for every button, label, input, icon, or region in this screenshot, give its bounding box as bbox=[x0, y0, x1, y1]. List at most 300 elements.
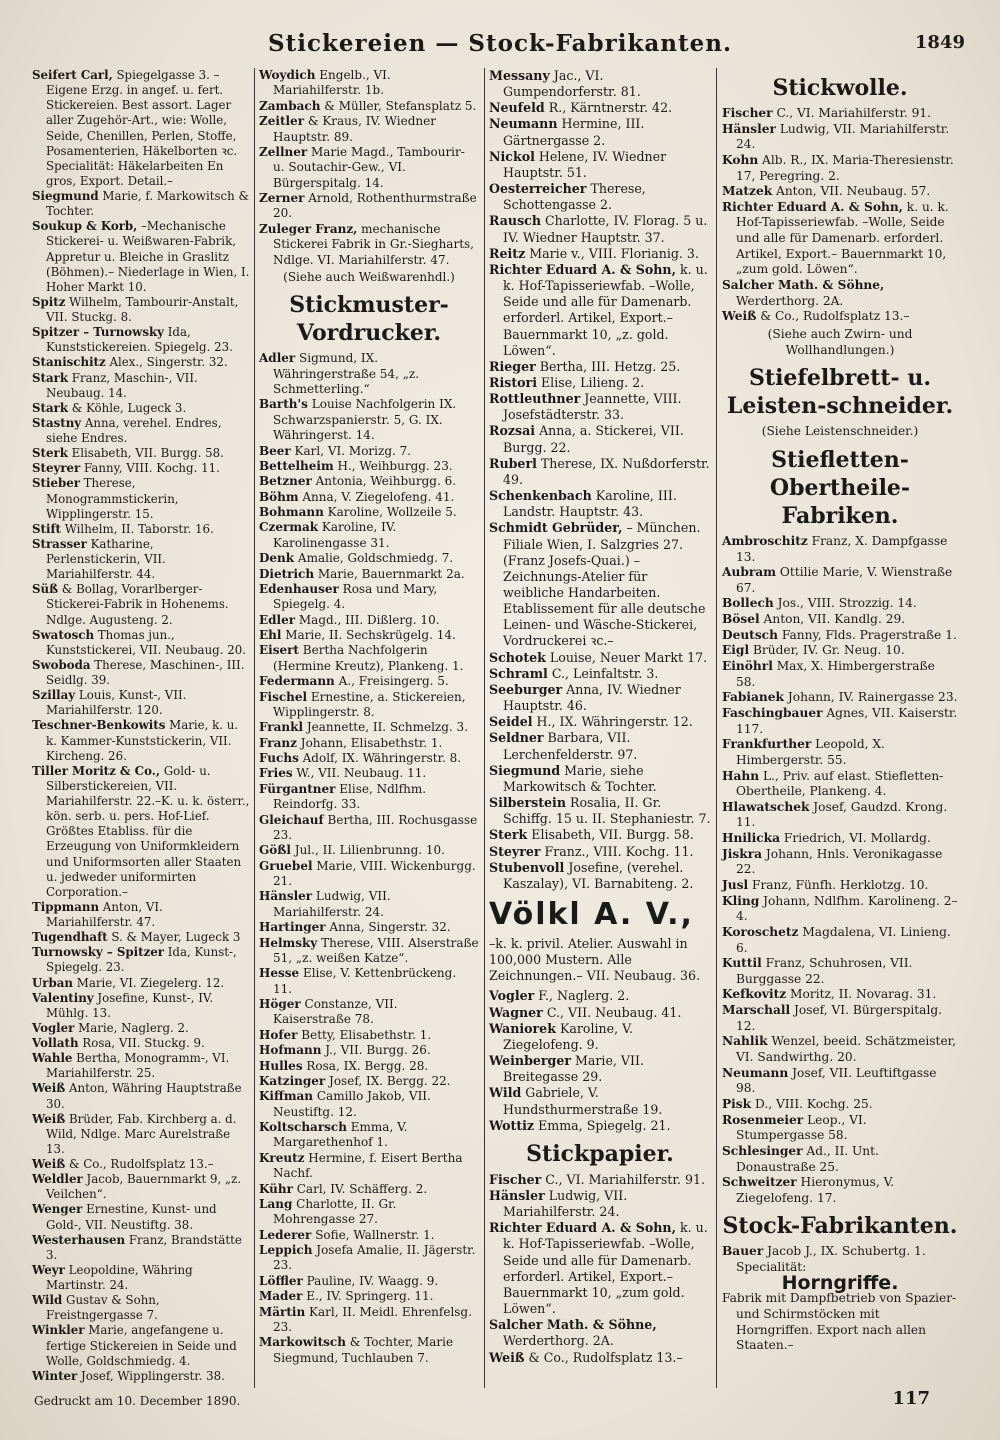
directory-entry bbox=[489, 488, 711, 520]
entry-name: Marschall bbox=[722, 1003, 791, 1018]
directory-entry bbox=[32, 1081, 250, 1111]
entry-name: Koroschetz bbox=[722, 924, 799, 939]
directory-entry bbox=[259, 1059, 479, 1074]
directory-entry bbox=[32, 930, 250, 945]
directory-entry bbox=[259, 674, 479, 689]
directory-entry bbox=[32, 1323, 250, 1368]
entry-details: –Mechanische Stickerei- u. Weißwaren-Fabrik, Appretur u. Bleiche in Graslitz (Böhmen).– Niederlage in Wien, I. Hoher Markt 10. bbox=[46, 219, 250, 294]
column-2 bbox=[259, 68, 479, 1366]
entry-name: Barth's bbox=[259, 397, 308, 412]
footer-number: 117 bbox=[892, 1388, 930, 1409]
directory-entry bbox=[722, 769, 958, 800]
directory-entry bbox=[259, 114, 479, 145]
entry-details: Gabriele, V. Hundsthurmerstraße 19. bbox=[503, 1085, 663, 1117]
entry-name: Eisert bbox=[259, 643, 299, 658]
directory-entry bbox=[489, 650, 711, 666]
entry-details: Bertha, III. Hetzg. 25. bbox=[535, 358, 681, 374]
directory-entry bbox=[489, 827, 711, 843]
entry-name: Stubenvoll bbox=[489, 859, 565, 875]
directory-entry bbox=[259, 966, 479, 997]
directory-entry bbox=[259, 459, 479, 474]
entry-details: Jacob J., IX. Schubertg. 1. Specialität: bbox=[736, 1244, 926, 1275]
entry-name: Weiß bbox=[32, 1157, 66, 1171]
entry-name: Hlawatschek bbox=[722, 799, 810, 814]
entry-name: Schlesinger bbox=[722, 1143, 803, 1158]
entry-details: Anna, IV. Wiedner Hauptstr. 46. bbox=[503, 681, 681, 714]
entry-details: Karl, VI. Morizg. 7. bbox=[290, 443, 412, 458]
entry-details: Franz., VIII. Kochg. 11. bbox=[540, 843, 694, 859]
entry-name: Zellner bbox=[259, 144, 308, 159]
directory-entry bbox=[489, 68, 711, 100]
entry-details: Johann, Ndlfhm. Karolineng. 2–4. bbox=[736, 893, 958, 924]
directory-entry bbox=[722, 1066, 958, 1097]
entry-name: Ruberl bbox=[489, 455, 537, 471]
section-heading: Stickpapier. bbox=[526, 1140, 674, 1167]
entry-name: Weldler bbox=[32, 1172, 83, 1187]
section-heading: Stiefelbrett- u. Leisten-schneider. bbox=[726, 365, 954, 420]
directory-entry bbox=[489, 456, 711, 488]
directory-entry bbox=[489, 359, 711, 375]
entry-name: Sterk bbox=[32, 446, 68, 461]
entry-details: Brüder, IV. Gr. Neug. 10. bbox=[749, 643, 905, 658]
entry-details: Bertha, Monogramm-, VI. Mariahilferstr. 25. bbox=[46, 1051, 230, 1081]
entry-details: Rosalia, II. Gr. Schiffg. 15 u. II. Stephaniestr. 7. bbox=[503, 795, 711, 827]
column-divider bbox=[484, 68, 485, 1388]
directory-entry bbox=[259, 1074, 479, 1089]
entry-name: Jusl bbox=[722, 877, 749, 892]
entry-name: Beer bbox=[259, 443, 291, 458]
directory-entry bbox=[259, 222, 479, 268]
entry-details: Karl, II. Meidl. Ehrenfelsg. 23. bbox=[273, 1304, 472, 1334]
entry-name: Tugendhaft bbox=[32, 930, 108, 945]
entry-details: Spiegelgasse 3. –Eigene Erzg. in angef. u. fert. Stickereien. Best assort. Lager aller Zugehör-Art., wie: Wolle, Seide, Chenillen, Perlen, Stoffe, Posamenterien, Häkelborten ꝛc. Specialität: Häkelarbeiten En gros, Export. Detail.– bbox=[46, 68, 238, 188]
entry-details: Rosa, IX. Bergg. 28. bbox=[302, 1058, 429, 1073]
entry-details: F., Naglerg. 2. bbox=[534, 988, 630, 1004]
entry-name: Weiß bbox=[722, 309, 757, 324]
entry-details: Anna, verehel. Endres, siehe Endres. bbox=[46, 415, 222, 445]
entry-details: Pauline, IV. Waagg. 9. bbox=[302, 1273, 439, 1288]
directory-entry bbox=[489, 763, 711, 795]
entry-details: Therese, VIII. Alserstraße 51, „z. weißen Katze“. bbox=[273, 935, 479, 965]
directory-entry bbox=[722, 925, 958, 956]
entry-details: Josef, VII. Leuftiftgasse 98. bbox=[736, 1065, 937, 1096]
directory-entry bbox=[722, 800, 958, 831]
entry-details: Leopoldine, Währing Martinstr. 24. bbox=[46, 1262, 193, 1292]
entry-name: Hänsler bbox=[722, 121, 776, 136]
entry-details: Wilhelm, II. Taborstr. 16. bbox=[60, 521, 214, 536]
entry-details: & Köhle, Lugeck 3. bbox=[68, 400, 187, 415]
entry-details: Ludwig, VII. Mariahilferstr. 24. bbox=[503, 1188, 628, 1220]
entry-name: Stark bbox=[32, 370, 69, 385]
entry-name: Czermak bbox=[259, 520, 319, 535]
directory-entry bbox=[722, 200, 958, 278]
directory-entry bbox=[259, 936, 479, 967]
entry-name: Teschner-Benkowits bbox=[32, 718, 166, 733]
entry-name: Vollath bbox=[32, 1036, 79, 1050]
entry-details: C., VII. Neubaug. 41. bbox=[542, 1004, 682, 1020]
directory-entry bbox=[489, 730, 711, 762]
directory-entry bbox=[259, 1089, 479, 1120]
entry-details: Jacob, Bauernmarkt 9, „z. Veilchen“. bbox=[46, 1172, 242, 1202]
entry-name: Kuttil bbox=[722, 956, 762, 971]
directory-entry bbox=[722, 565, 958, 596]
directory-entry bbox=[259, 505, 479, 520]
entry-details: Carl, IV. Schäfferg. 2. bbox=[292, 1181, 428, 1196]
entry-name: Mader bbox=[259, 1289, 303, 1304]
entry-details: Magdalena, VI. Linieng. 6. bbox=[736, 924, 951, 955]
entry-details: Johann, Hnls. Veronikagasse 22. bbox=[736, 846, 943, 877]
entry-details: Marie, VIII. Wickenburgg. 21. bbox=[273, 858, 476, 888]
entry-name: Zuleger Franz, bbox=[259, 221, 358, 236]
directory-entry bbox=[32, 991, 250, 1021]
entry-details: mechanische Stickerei Fabrik in Gr.-Siegharts, Ndlge. VI. Mariahilferstr. 47. bbox=[273, 221, 474, 267]
entry-name: Schraml bbox=[489, 665, 548, 681]
entry-details: Betty, Elisabethstr. 1. bbox=[297, 1027, 432, 1042]
entry-name: Kohn bbox=[722, 152, 759, 167]
entry-details: Fabrik mit Dampfbetrieb von Spazier- und Schirmstöcken mit Horngriffen. Export nach allen Staaten.– bbox=[722, 1291, 957, 1353]
directory-entry bbox=[259, 1243, 479, 1274]
entry-name: Pisk bbox=[722, 1096, 752, 1111]
directory-entry bbox=[32, 582, 250, 627]
entry-details: Therese, Maschinen-, III. Seidlg. 39. bbox=[46, 657, 245, 687]
entry-name: Weiß bbox=[32, 1111, 66, 1126]
entry-details: Rosa, VII. Stuckg. 9. bbox=[78, 1036, 205, 1050]
directory-entry bbox=[722, 184, 958, 200]
entry-name: Bettelheim bbox=[259, 458, 334, 473]
entry-name: Helmsky bbox=[259, 935, 318, 950]
entry-details: & Müller, Stefansplatz 5. bbox=[320, 98, 477, 113]
entry-details: Elisabeth, VII. Burgg. 58. bbox=[527, 827, 694, 843]
entry-name: Betzner bbox=[259, 474, 312, 489]
directory-entry bbox=[32, 325, 250, 355]
entry-name: Löffler bbox=[259, 1273, 303, 1288]
directory-entry bbox=[259, 720, 479, 735]
directory-entry bbox=[722, 106, 958, 122]
entry-name: Wild bbox=[489, 1085, 522, 1101]
directory-entry bbox=[722, 612, 958, 628]
directory-entry bbox=[259, 889, 479, 920]
directory-entry bbox=[32, 219, 250, 295]
entry-name: Stanischitz bbox=[32, 355, 106, 370]
entry-name: Nickol bbox=[489, 148, 535, 164]
entry-details: Jeannette, VIII. Josefstädterstr. 33. bbox=[503, 391, 682, 423]
directory-entry bbox=[259, 920, 479, 935]
entry-details: Ludwig, VII. Mariahilferstr. 24. bbox=[273, 889, 391, 919]
directory-entry bbox=[259, 1228, 479, 1243]
directory-entry bbox=[32, 295, 250, 325]
entry-details: Ida, Kunststickereien. Spiegelg. 23. bbox=[46, 325, 233, 355]
directory-entry bbox=[259, 444, 479, 459]
entry-name: Rottleuthner bbox=[489, 391, 581, 407]
directory-entry bbox=[722, 1144, 958, 1175]
entry-details: E., IV. Springerg. 11. bbox=[302, 1289, 434, 1304]
directory-entry bbox=[489, 391, 711, 423]
entry-details: Wilhelm, Tambourir-Anstalt, VII. Stuckg. 8. bbox=[46, 294, 239, 324]
entry-details: k. u. k. Hof-Tapisseriewfab. –Wolle, Seide und alle für Damenarb. erforderl. Artikel, Export.– Bauernmarkt 10, „zum gold. Löwen“. bbox=[736, 199, 949, 277]
entry-details: Ludwig, VII. Mariahilferstr. 24. bbox=[736, 121, 950, 152]
entry-name: Höger bbox=[259, 997, 301, 1011]
entry-name: Seldner bbox=[489, 730, 544, 746]
entry-name: Bohmann bbox=[259, 505, 324, 519]
directory-entry bbox=[722, 737, 958, 768]
entry-details: Charlotte, IV. Florag. 5 u. IV. Wiedner Hauptstr. 37. bbox=[503, 213, 708, 245]
entry-details: Elisabeth, VII. Burgg. 58. bbox=[67, 446, 224, 461]
directory-entry bbox=[489, 1317, 711, 1349]
entry-name: Fischel bbox=[259, 689, 308, 704]
entry-details: Jul., II. Lilienbrunng. 10. bbox=[290, 843, 445, 858]
directory-entry bbox=[259, 551, 479, 566]
entry-details: Moritz, II. Novarag. 31. bbox=[786, 987, 937, 1002]
directory-entry bbox=[259, 690, 479, 721]
entry-details: Elise, Lilieng. 2. bbox=[536, 374, 645, 390]
entry-details: Karoline, Wollzeile 5. bbox=[323, 505, 457, 519]
directory-entry bbox=[32, 718, 250, 763]
entry-name: Eigl bbox=[722, 643, 750, 658]
directory-entry bbox=[32, 401, 250, 416]
directory-entry bbox=[489, 100, 711, 116]
entry-details: C., VI. Mariahilferstr. 91. bbox=[772, 106, 932, 120]
entry-details: Antonia, Weihburgg. 6. bbox=[311, 474, 457, 489]
entry-details: Werderthorg. 2A. bbox=[503, 1333, 614, 1349]
entry-details: Karoline, IV. Karolinengasse 31. bbox=[273, 520, 397, 550]
directory-entry bbox=[259, 997, 479, 1028]
entry-details: Max, X. Himbergerstraße 58. bbox=[736, 659, 935, 689]
entry-details: Marie, Naglerg. 2. bbox=[74, 1020, 189, 1035]
entry-name: Gößl bbox=[259, 843, 291, 858]
entry-name: Kefkovitz bbox=[722, 987, 787, 1002]
entry-name: Märtin bbox=[259, 1304, 306, 1319]
section-heading: Stickmuster-Vordrucker. bbox=[289, 292, 449, 347]
directory-entry bbox=[722, 534, 958, 565]
directory-entry bbox=[32, 355, 250, 370]
directory-entry bbox=[259, 813, 479, 844]
cross-reference-note: (Siehe auch Zwirn- und Wollhandlungen.) bbox=[767, 326, 913, 357]
entry-name: Weiß bbox=[32, 1081, 66, 1096]
directory-entry bbox=[489, 1005, 711, 1021]
entry-name: Sterk bbox=[489, 827, 528, 843]
entry-details: Marie, VII. Breitegasse 29. bbox=[503, 1053, 644, 1085]
entry-details: Marie, k. u. k. Kammer-Kunststickerin, VII. Kircheng. 26. bbox=[46, 718, 239, 763]
entry-name: Ristori bbox=[489, 374, 537, 390]
entry-name: Stieber bbox=[32, 476, 80, 491]
entry-details: & Co., Rudolfsplatz 13.– bbox=[756, 309, 910, 324]
entry-name: Szillay bbox=[32, 688, 76, 703]
entry-details: L., Priv. auf elast. Stiefletten-Obertheile, Plankeng. 4. bbox=[736, 768, 944, 799]
directory-entry bbox=[489, 423, 711, 455]
entry-details: Anna, V. Ziegelofeng. 41. bbox=[298, 489, 455, 504]
entry-name: Ehl bbox=[259, 628, 282, 642]
entry-name: Westerhausen bbox=[32, 1232, 126, 1247]
entry-details: Rosa und Mary, Spiegelg. 4. bbox=[273, 581, 438, 612]
entry-name: Hahn bbox=[722, 768, 760, 783]
entry-name: Weiß bbox=[489, 1349, 525, 1365]
entry-details: Ernestine, a. Stickereien, Wipplingerstr. 8. bbox=[273, 689, 466, 719]
entry-name: Fuchs bbox=[259, 751, 299, 765]
entry-details: W., VII. Neubaug. 11. bbox=[292, 766, 427, 781]
entry-name: Neumann bbox=[489, 116, 558, 132]
entry-name: Siegmund bbox=[32, 189, 99, 203]
column-1 bbox=[32, 68, 250, 1384]
entry-name: Bauer bbox=[722, 1244, 764, 1259]
entry-name: Hänsler bbox=[489, 1188, 545, 1203]
directory-entry bbox=[489, 1118, 711, 1134]
directory-entry bbox=[722, 628, 958, 644]
entry-name: Lederer bbox=[259, 1227, 312, 1242]
entry-name: Bollech bbox=[722, 596, 774, 611]
entry-details: Louise, Neuer Markt 17. bbox=[545, 649, 708, 665]
entry-name: Rieger bbox=[489, 358, 536, 374]
directory-entry bbox=[32, 764, 250, 900]
entry-name: Denk bbox=[259, 551, 295, 566]
directory-entry bbox=[259, 1274, 479, 1289]
page-title: Stickereien — Stock-Fabrikanten. bbox=[268, 30, 732, 57]
entry-details: Marie, II. Sechskrügelg. 14. bbox=[281, 628, 456, 642]
entry-name: Salcher Math. & Söhne, bbox=[722, 278, 885, 293]
directory-entry bbox=[722, 706, 958, 737]
entry-name: Hofer bbox=[259, 1027, 298, 1042]
entry-details: J., VII. Burgg. 26. bbox=[321, 1043, 431, 1058]
entry-name: Hulles bbox=[259, 1058, 303, 1073]
directory-entry bbox=[722, 659, 958, 690]
entry-details: Camillo Jakob, VII. Neustiftg. 12. bbox=[273, 1089, 431, 1119]
directory-entry bbox=[259, 351, 479, 397]
directory-entry bbox=[489, 213, 711, 245]
directory-entry bbox=[489, 246, 711, 262]
entry-details: Anton, Währing Hauptstraße 30. bbox=[46, 1081, 242, 1111]
entry-name: Rausch bbox=[489, 213, 541, 229]
entry-name: Adler bbox=[259, 351, 296, 366]
entry-details: Ernestine, Kunst- und Gold-, VII. Neustiftg. 38. bbox=[46, 1202, 217, 1232]
entry-name: Schweitzer bbox=[722, 1175, 797, 1190]
directory-entry bbox=[722, 1113, 958, 1144]
entry-name: Seifert Carl, bbox=[32, 68, 113, 82]
directory-entry bbox=[259, 628, 479, 643]
entry-details: Anton, VI. Mariahilferstr. 47. bbox=[46, 899, 163, 929]
advertisement-text: –k. k. privil. Atelier. Auswahl in 100,000 Mustern. Alle Zeichnungen.– VII. Neubaug. 36. bbox=[489, 935, 701, 984]
directory-entry bbox=[32, 1021, 250, 1036]
directory-entry bbox=[722, 153, 958, 184]
entry-details: Charlotte, II. Gr. Mohrengasse 27. bbox=[273, 1196, 397, 1227]
entry-name: Spitz bbox=[32, 294, 66, 309]
entry-details: D., VIII. Kochg. 25. bbox=[751, 1096, 873, 1111]
entry-details: & Co., Rudolfsplatz 13.– bbox=[524, 1349, 683, 1365]
directory-entry bbox=[722, 878, 958, 894]
directory-entry bbox=[32, 1293, 250, 1323]
entry-name: Fischer bbox=[489, 1171, 542, 1187]
directory-entry bbox=[489, 375, 711, 391]
entry-name: Wahle bbox=[32, 1051, 73, 1066]
page-header bbox=[30, 30, 970, 64]
entry-name: Tippmann bbox=[32, 899, 100, 914]
entry-details: Adolf, IX. Währingerstr. 8. bbox=[298, 751, 462, 765]
entry-name: Federmann bbox=[259, 674, 335, 689]
entry-details: Elise, Ndlfhm. Reindorfg. 33. bbox=[273, 781, 427, 812]
entry-details: Barbara, VII. Lerchenfelderstr. 97. bbox=[503, 730, 638, 762]
entry-name: Lang bbox=[259, 1196, 293, 1211]
entry-details: & Kraus, IV. Wiedner Hauptstr. 89. bbox=[273, 114, 436, 144]
directory-entry bbox=[722, 1034, 958, 1065]
section-heading: Stiefletten-Obertheile-Fabriken. bbox=[769, 446, 911, 529]
entry-details: C., Leinfaltstr. 3. bbox=[547, 665, 659, 681]
entry-details: H., Weihburgg. 23. bbox=[333, 458, 453, 473]
directory-entry bbox=[722, 690, 958, 706]
directory-entry bbox=[259, 782, 479, 813]
entry-details: Emma, Spiegelg. 21. bbox=[534, 1117, 671, 1133]
directory-entry bbox=[32, 68, 250, 189]
directory-entry bbox=[259, 843, 479, 858]
entry-details: Alex., Singerstr. 32. bbox=[105, 355, 228, 370]
entry-details: Anna, a. Stickerei, VII. Burgg. 22. bbox=[503, 423, 684, 455]
entry-details: Johann, Elisabethstr. 1. bbox=[296, 735, 443, 750]
entry-details: Werderthorg. 2A. bbox=[736, 293, 844, 308]
directory-entry bbox=[489, 1220, 711, 1317]
directory-entry bbox=[32, 976, 250, 991]
entry-name: Neufeld bbox=[489, 100, 545, 116]
directory-entry bbox=[259, 1289, 479, 1304]
directory-entry bbox=[259, 613, 479, 628]
directory-entry bbox=[489, 988, 711, 1004]
directory-entry bbox=[32, 628, 250, 658]
entry-details: Anton, VII. Neubaug. 57. bbox=[772, 184, 931, 199]
entry-details: Therese, Monogrammstickerin, Wipplingerstr. 15. bbox=[46, 476, 179, 521]
directory-entry bbox=[32, 416, 250, 446]
directory-entry bbox=[489, 520, 711, 649]
directory-entry bbox=[722, 1175, 958, 1206]
directory-entry bbox=[32, 1369, 250, 1384]
directory-entry bbox=[722, 847, 958, 878]
entry-name: Kling bbox=[722, 893, 760, 908]
entry-details: Friedrich, VI. Mollardg. bbox=[780, 831, 931, 846]
entry-name: Deutsch bbox=[722, 627, 778, 642]
cross-reference-note: (Siehe auch Weißwarenhdl.) bbox=[283, 269, 455, 284]
directory-entry bbox=[489, 262, 711, 359]
entry-name: Zambach bbox=[259, 98, 321, 113]
directory-entry bbox=[259, 1120, 479, 1151]
entry-name: Hänsler bbox=[259, 889, 313, 904]
entry-name: Kiffman bbox=[259, 1089, 314, 1104]
directory-entry bbox=[32, 371, 250, 401]
directory-entry bbox=[489, 860, 711, 892]
entry-details: Gold- u. Silberstickereien, VII. Mariahilferstr. 22.–K. u. k. österr., kön. serb. u. pers. Hof-Lief. Größtes Etabliss. für die Erzeugung von Uniformkleidern und Uniformsorten aller Staaten u. jedweder uniformirten Corporation.– bbox=[46, 763, 250, 899]
directory-entry bbox=[259, 736, 479, 751]
directory-entry bbox=[259, 1305, 479, 1336]
directory-entry bbox=[489, 844, 711, 860]
entry-details: & Tochter, Marie Siegmund, Tuchlauben 7. bbox=[273, 1335, 454, 1365]
directory-entry bbox=[489, 1188, 711, 1220]
entry-details: H., IX. Währingerstr. 12. bbox=[532, 714, 693, 730]
entry-details: Bertha, III. Rochusgasse 23. bbox=[273, 812, 478, 842]
entry-details: Agnes, VII. Kaiserstr. 117. bbox=[736, 705, 958, 736]
advertisement-name: Völkl A. V., bbox=[489, 896, 694, 932]
entry-name: Süß bbox=[32, 582, 59, 597]
entry-details: Josef, VI. Bürgerspitalg. 12. bbox=[736, 1003, 943, 1033]
entry-name: Katzinger bbox=[259, 1073, 326, 1088]
directory-entry bbox=[722, 643, 958, 659]
directory-entry bbox=[32, 522, 250, 537]
column-divider bbox=[716, 68, 717, 1388]
entry-details: Leopold, X. Himbergerstr. 55. bbox=[736, 737, 885, 767]
entry-details: Hermine, f. Eisert Bertha Nachf. bbox=[273, 1150, 463, 1181]
directory-entry bbox=[259, 1043, 479, 1058]
entry-details: Alb. R., IX. Maria-Theresienstr. 17, Peregring. 2. bbox=[736, 152, 954, 183]
entry-details: – München. Filiale Wien, I. Salzgries 27. (Franz Josefs-Quai.) –Zeichnungs-Atelier für weibliche Handarbeiten. Etablissement für alle deutsche Leinen- und Wäsche-Stickerei, Vordruckerei ꝛc.– bbox=[503, 520, 706, 649]
entry-details: Ottilie Marie, V. Wienstraße 67. bbox=[736, 565, 953, 595]
directory-entry bbox=[722, 987, 958, 1003]
entry-details: & Bollag, Vorarlberger-Stickerei-Fabrik in Hohenems. Ndlge. Augusteng. 2. bbox=[46, 582, 229, 627]
entry-name: Hartinger bbox=[259, 920, 326, 935]
directory-entry bbox=[259, 567, 479, 582]
directory-entry bbox=[259, 99, 479, 114]
